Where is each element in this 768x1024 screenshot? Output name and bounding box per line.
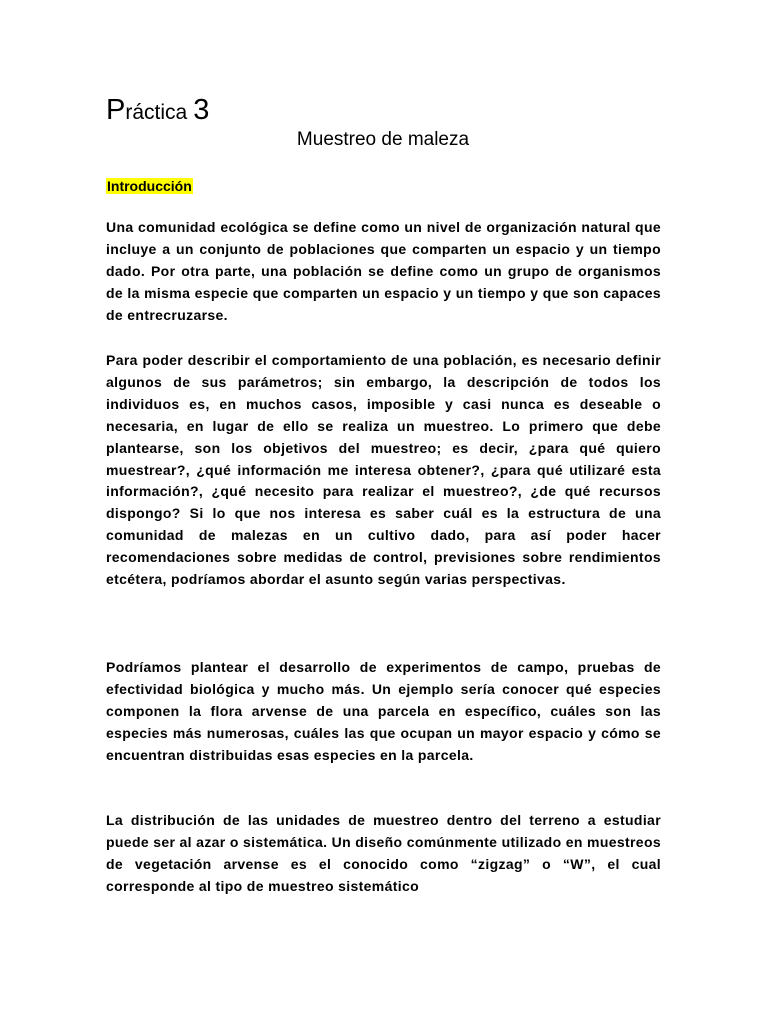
paragraph-3: Podríamos plantear el desarrollo de experimentos de campo, pruebas de efectividad biológica y mucho más. Un ejemplo sería conocer qué especies componen la flora arvense de una parcela en específico, cuáles son las especies más numerosas, cuáles las que ocupan un mayor espacio y cómo se encuentran distribuidas esas especies en la parcela. — [106, 659, 661, 763]
practice-number: 3 — [193, 94, 210, 126]
subtitle-text: Muestreo de maleza — [296, 129, 470, 150]
highlighted-heading-text: Introducción — [107, 178, 192, 194]
paragraph-4: La distribución de las unidades de muestreo dentro del terreno a estudiar puede ser al azar o sistemática. Un diseño comúnmente utilizado en muestreos de vegetación arvense es el conocido como “zigzag” o “W”, el cual corresponde al tipo de muestreo sistemático — [106, 812, 661, 894]
practice-title-initial: P — [106, 94, 126, 126]
document-subtitle — [0, 130, 768, 149]
practice-title-word: ráctica — [125, 101, 188, 124]
practice-title — [106, 92, 209, 125]
section-heading — [106, 175, 193, 197]
paragraph-2: Para poder describir el comportamiento de una población, es necesario definir algunos de sus parámetros; sin embargo, la descripción de todos los individuos es, en muchos casos, imposible y casi nunca es deseable o necesaria, en lugar de ello se realiza un muestreo. Lo primero que debe plantearse, son los objetivos del muestreo; es decir, ¿para qué quiero muestrear?, ¿qué información me interesa obtener?, ¿para qué utilizaré esta información?, ¿qué necesito para realizar el muestreo?, ¿de qué recursos dispongo? Si lo que nos interesa es saber cuál es la estructura de una comunidad de malezas en un cultivo dado, para así poder hacer recomendaciones sobre medidas de control, previsiones sobre rendimientos etcétera, podríamos abordar el asunto según varias perspectivas. — [106, 352, 661, 588]
paragraph-1: Una comunidad ecológica se define como un nivel de organización natural que incluye a un conjunto de poblaciones que comparten un espacio y un tiempo dado. Por otra parte, una población se define como un grupo de organismos de la misma especie que comparten un espacio y un tiempo y que son capaces de entrecruzarse. — [106, 219, 661, 323]
